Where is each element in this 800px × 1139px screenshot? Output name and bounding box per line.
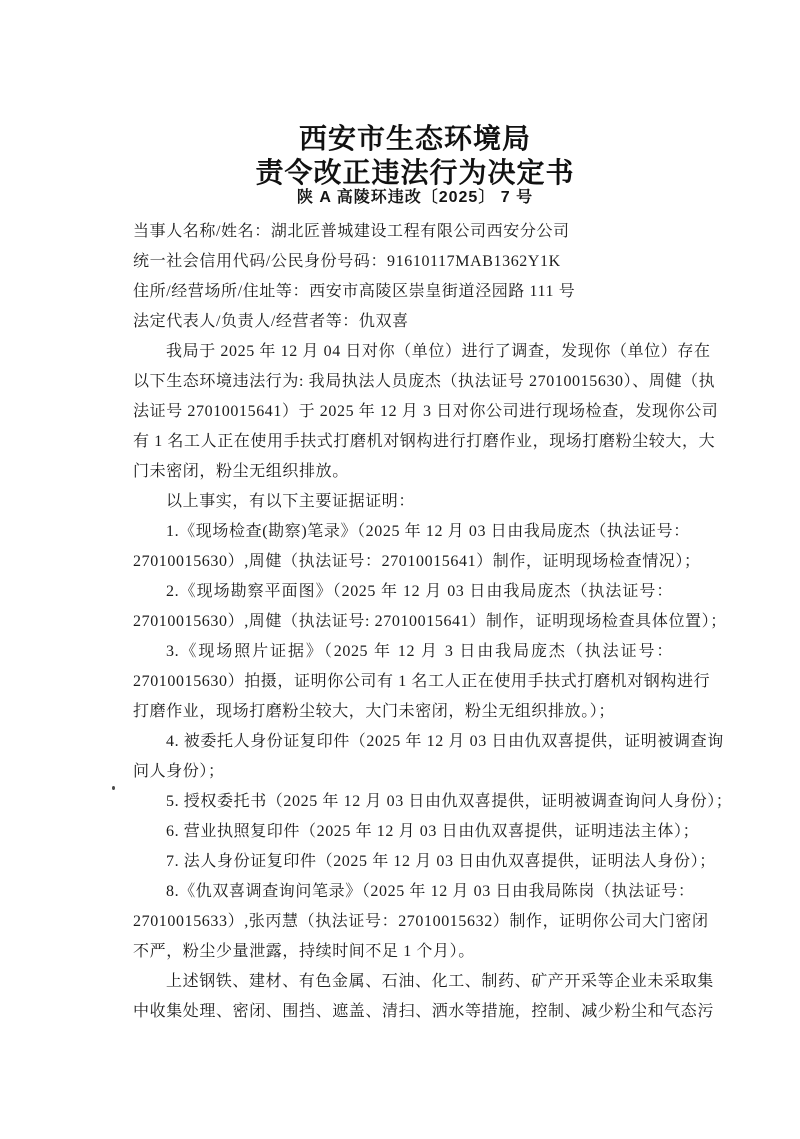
evidence-item-line: 7. 法人身份证复印件（2025 年 12 月 03 日由仇双喜提供，证明法人身份）； <box>166 853 716 870</box>
evidence-item-line: 2.《现场勘察平面图》（2025 年 12 月 03 日由我局庞杰（执法证号： <box>166 583 673 600</box>
evidence-item-line: 8.《仇双喜调查询问笔录》（2025 年 12 月 03 日由我局陈岗（执法证号： <box>166 883 695 900</box>
evidence-item-line: 27010015630）拍摄，证明你公司有 1 名工人正在使用手扶式打磨机对钢构进行 <box>133 673 711 690</box>
evidence-item-line: 27010015633）,张丙慧（执法证号：27010015632）制作，证明你公司大门密闭 <box>133 913 709 930</box>
document-title: 西安市生态环境局 <box>298 123 531 154</box>
evidence-item-line: 1.《现场检查(勘察)笔录》（2025 年 12 月 03 日由我局庞杰（执法证号： <box>166 523 690 540</box>
body-line: 以下生态环境违法行为: 我局执法人员庞杰（执法证号 27010015630）、周健（执 <box>133 373 716 390</box>
evidence-item-line: 5. 授权委托书（2025 年 12 月 03 日由仇双喜提供，证明被调查询问人身份）； <box>166 793 733 810</box>
address-line: 住所/经营场所/住址等：西安市高陵区崇皇街道泾园路 111 号 <box>133 283 576 300</box>
evidence-item-line: 27010015630）,周健（执法证号: 27010015641）制作，证明现场检查具体位置）； <box>133 613 727 630</box>
body-line: 门未密闭，粉尘无组织排放。 <box>133 463 349 480</box>
document-subtitle: 责令改正违法行为决定书 <box>255 157 575 188</box>
document-body <box>133 217 733 1027</box>
evidence-item-line: 6. 营业执照复印件（2025 年 12 月 03 日由仇双喜提供，证明违法主体）； <box>166 823 700 840</box>
body-line: 法证号 27010015641）于 2025 年 12 月 3 日对你公司进行现场检查，发现你公司 <box>133 403 719 420</box>
evidence-item-line: 不严，粉尘少量泄露，持续时间不足 1 个月）。 <box>133 943 475 960</box>
evidence-item-line: 4. 被委托人身份证复印件（2025 年 12 月 03 日由仇双喜提供，证明被调查询 <box>166 733 724 750</box>
evidence-item-line: 问人身份）； <box>133 763 225 780</box>
body-line: 以上事实，有以下主要证据证明： <box>166 493 416 510</box>
document-number: 陕 A 高陵环违改〔2025〕 7 号 <box>296 189 534 206</box>
ink-speck-artifact <box>112 786 115 790</box>
evidence-item-line: 27010015630）,周健（执法证号：27010015641）制作，证明现场检查情况）； <box>133 553 701 570</box>
body-line: 我局于 2025 年 12 月 04 日对你（单位）进行了调查，发现你（单位）存在 <box>166 343 711 360</box>
legal-rep-line: 法定代表人/负责人/经营者等：仇双喜 <box>133 313 409 330</box>
evidence-item-line: 3.《现场照片证据》（2025 年 12 月 3 日由我局庞杰（执法证号： <box>166 643 673 660</box>
body-line: 有 1 名工人正在使用手扶式打磨机对钢构进行打磨作业，现场打磨粉尘较大，大 <box>133 433 716 450</box>
credit-code-line: 统一社会信用代码/公民身份号码：91610117MAB1362Y1K <box>133 253 561 270</box>
body-line: 中收集处理、密闭、围挡、遮盖、清扫、洒水等措施，控制、减少粉尘和气态污 <box>133 1003 715 1020</box>
body-line: 上述钢铁、建材、有色金属、石油、化工、制药、矿产开采等企业未采取集 <box>166 973 714 990</box>
party-name-line: 当事人名称/姓名：湖北匠普城建设工程有限公司西安分公司 <box>133 223 570 240</box>
evidence-item-line: 打磨作业，现场打磨粉尘较大，大门未密闭，粉尘无组织排放。）； <box>133 703 616 720</box>
